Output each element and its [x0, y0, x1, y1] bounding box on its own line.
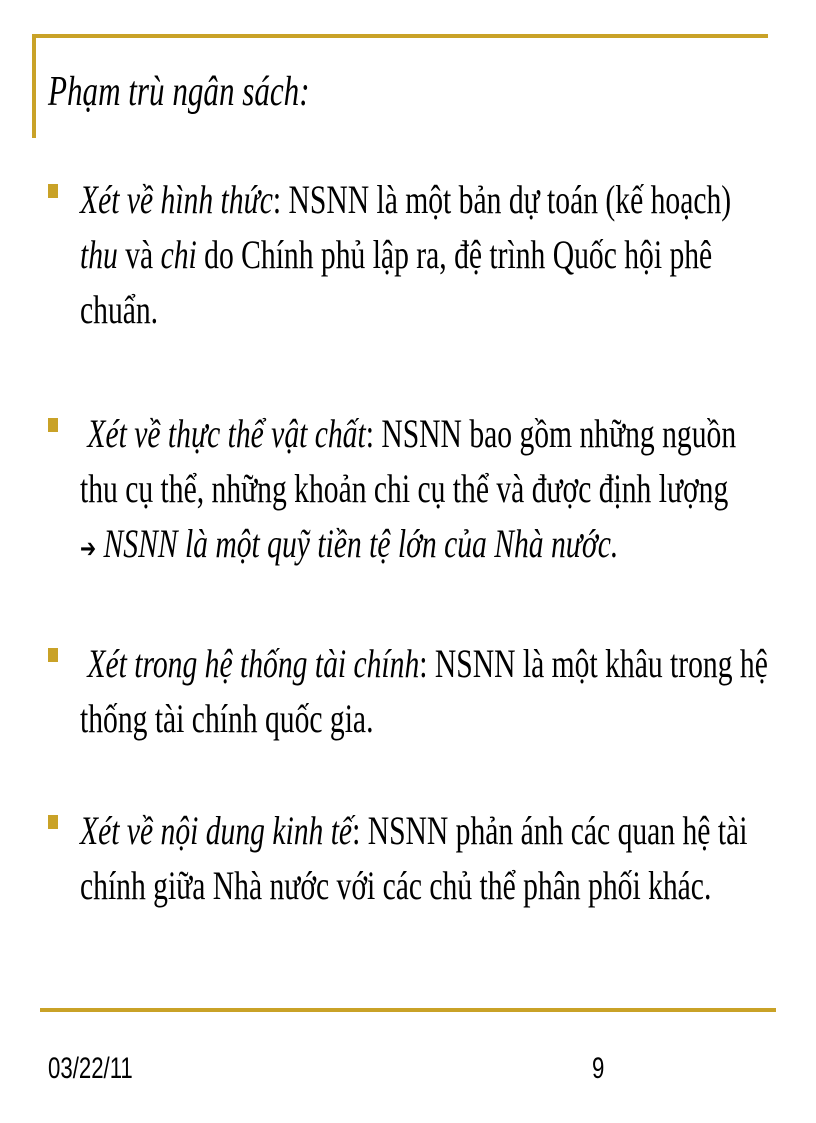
bullet-text	[80, 406, 768, 577]
footer-date: 03/22/11	[48, 1052, 133, 1085]
bullet-square-icon	[48, 184, 58, 198]
bullet-square-icon	[48, 815, 58, 829]
bullet-emphasis-thu: thu	[80, 232, 118, 277]
bullet-item-finance-system	[48, 636, 788, 746]
bullet-square-icon	[48, 418, 58, 432]
bullet-body: : NSNN bao gồm những nguồn thu cụ thể, những khoản chi cụ thể và được định lượng	[80, 411, 737, 511]
top-border-line	[32, 34, 768, 38]
bullet-emphasis-chi: chi	[160, 232, 197, 277]
page-number: 9	[592, 1052, 605, 1085]
bullet-square-icon	[48, 648, 58, 662]
bullet-body-tail: do Chính phủ lập ra, đệ trình Quốc hội phê chuẩn.	[80, 232, 713, 332]
slide-title: Phạm trù ngân sách:	[48, 69, 310, 115]
bullet-label: Xét về hình thức	[80, 177, 273, 222]
bullet-body: : NSNN là một bản dự toán (kế hoạch)	[272, 177, 732, 222]
bullet-text	[80, 636, 768, 746]
bullet-text	[80, 803, 768, 913]
bullet-item-material	[48, 406, 788, 577]
bullet-body: : NSNN là một khâu trong hệ thống tài chính quốc gia.	[80, 641, 768, 741]
bullet-item-form	[48, 172, 788, 337]
bullet-label: Xét trong hệ thống tài chính	[87, 641, 420, 686]
bullet-label: Xét về nội dung kinh tế	[80, 808, 353, 853]
arrow-right-icon: ➔	[80, 534, 97, 564]
bottom-border-line	[40, 1008, 776, 1012]
bullet-item-economic-content	[48, 803, 788, 913]
bullet-conclusion: NSNN là một quỹ tiền tệ lớn của Nhà nước.	[96, 521, 619, 566]
bullet-label: Xét về thực thể vật chất	[87, 411, 366, 456]
left-border-line	[32, 34, 36, 138]
bullet-body: : NSNN phản ánh các quan hệ tài chính giữa Nhà nước với các chủ thể phân phối khác.	[80, 808, 748, 908]
bullet-body-mid: và	[117, 232, 161, 277]
bullet-text	[80, 172, 768, 337]
